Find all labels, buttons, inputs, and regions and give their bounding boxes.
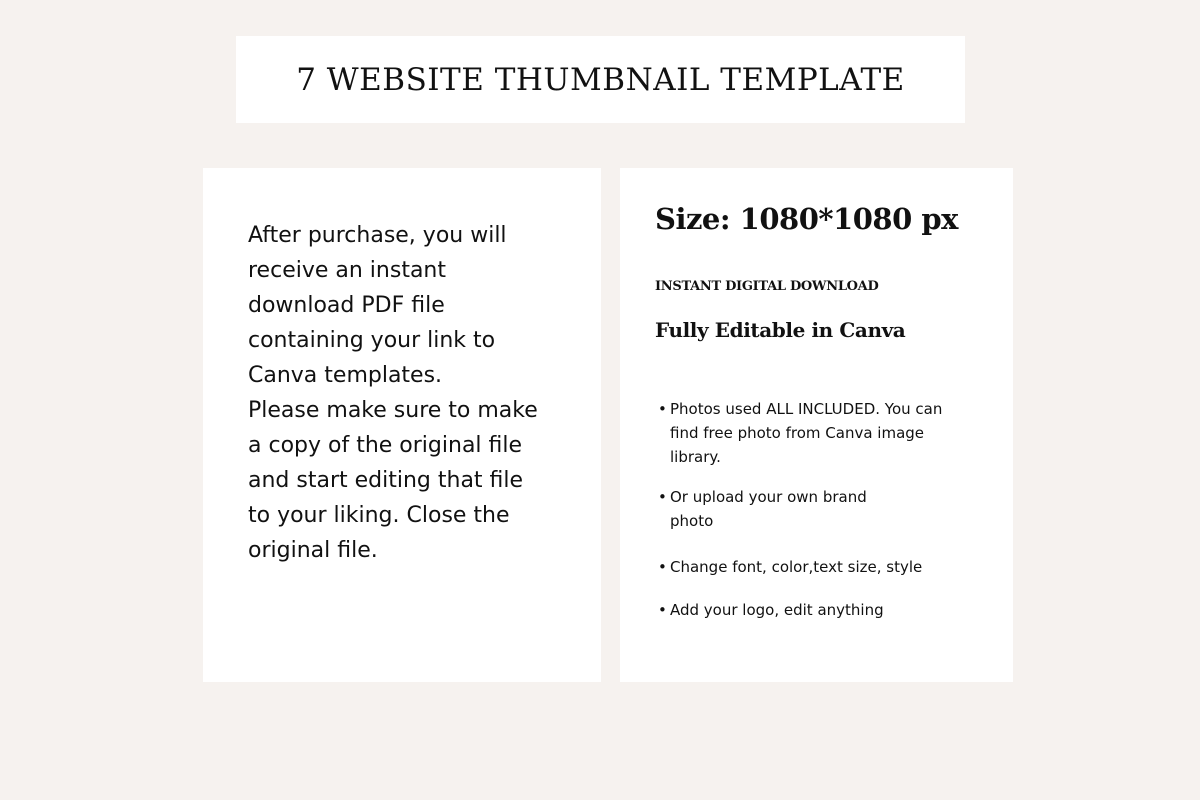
feature-bullet-upload bbox=[658, 485, 988, 533]
page-title: 7 WEBSITE THUMBNAIL TEMPLATE bbox=[296, 61, 905, 98]
feature-bullet-text: Add your logo, edit anything bbox=[670, 601, 884, 619]
details-card bbox=[620, 168, 1013, 682]
feature-bullet-change-font bbox=[658, 555, 988, 579]
instant-download-label: INSTANT DIGITAL DOWNLOAD bbox=[655, 279, 879, 294]
bullet-dot-icon: • bbox=[658, 558, 667, 576]
editable-label: Fully Editable in Canva bbox=[655, 318, 906, 342]
size-heading: Size: 1080*1080 px bbox=[655, 202, 958, 236]
instructions-card bbox=[203, 168, 601, 682]
feature-bullet-photos bbox=[658, 397, 988, 469]
feature-bullet-text: Or upload your own brand photo bbox=[670, 488, 867, 530]
feature-bullet-text: Change font, color,text size, style bbox=[670, 558, 923, 576]
bullet-dot-icon: • bbox=[658, 400, 667, 418]
feature-bullet-text: Photos used ALL INCLUDED. You can find free photo from Canva image library. bbox=[670, 400, 943, 466]
feature-bullet-logo bbox=[658, 598, 988, 622]
purchase-instructions: After purchase, you will receive an instant download PDF file containing your link to Canva templates. Please make sure to make a copy of the original file and start editing that file to your liking. Close the original file. bbox=[248, 223, 538, 563]
bullet-dot-icon: • bbox=[658, 601, 667, 619]
title-banner bbox=[236, 36, 965, 123]
bullet-dot-icon: • bbox=[658, 488, 667, 506]
